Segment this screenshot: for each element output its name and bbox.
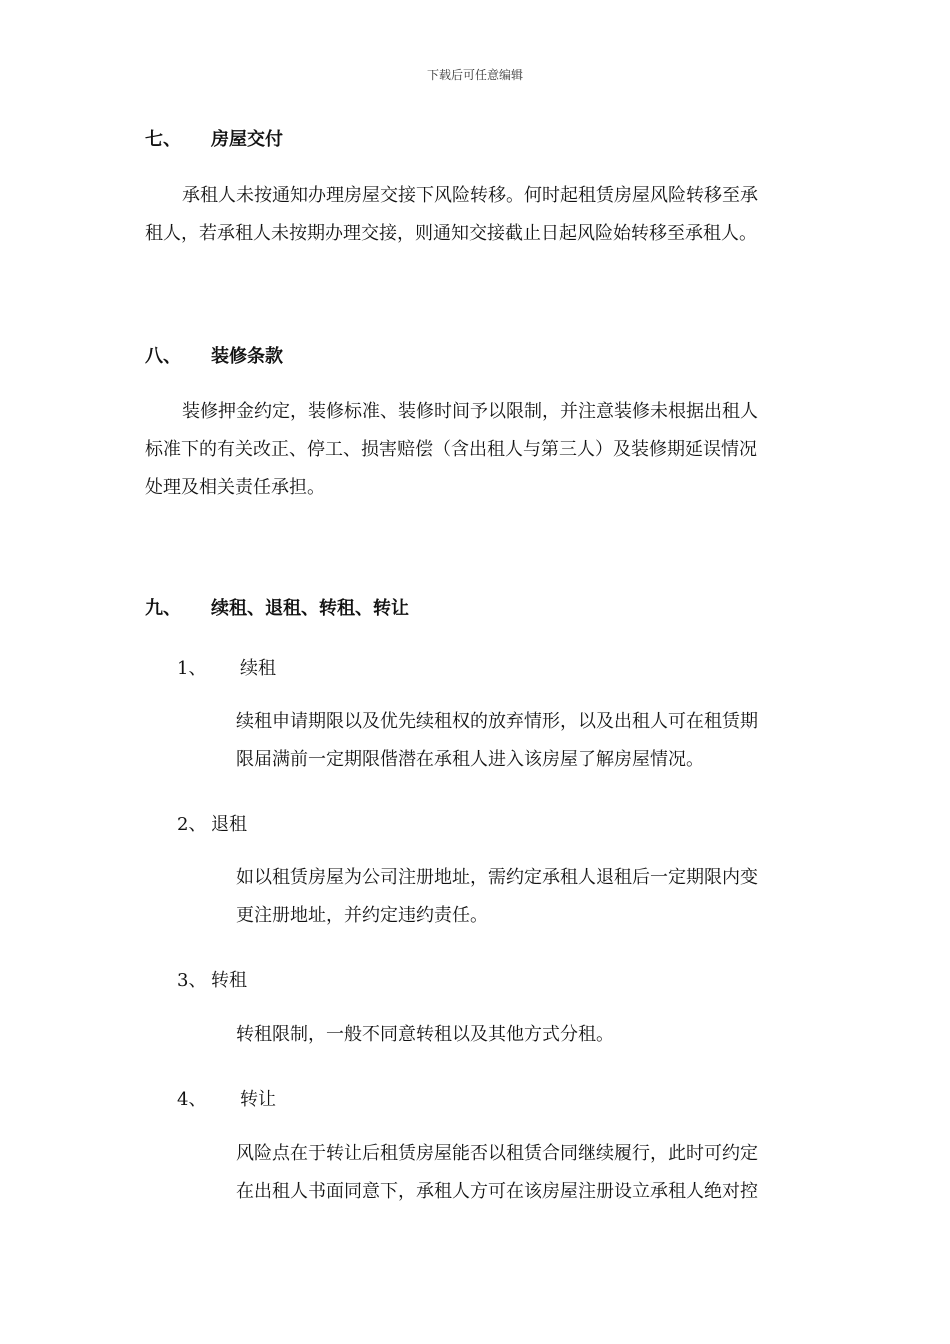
subsection-title: 退租 <box>211 814 247 835</box>
paragraph-line: 如以租赁房屋为公司注册地址，需约定承租人退租后一定期限内变 <box>236 867 758 888</box>
subsection-paragraph <box>236 703 758 779</box>
subsection-heading <box>177 966 247 992</box>
subsection-number: 1、 <box>177 658 207 679</box>
paragraph-line: 风险点在于转让后租赁房屋能否以租赁合同继续履行，此时可约定 <box>236 1143 758 1164</box>
subsection-heading <box>177 810 247 836</box>
section-number: 七、 <box>145 129 181 150</box>
section-number: 九、 <box>145 598 181 619</box>
paragraph-line: 承租人未按通知办理房屋交接下风险转移。何时起租赁房屋风险转移至承 <box>182 185 758 206</box>
subsection-heading <box>177 654 276 680</box>
paragraph-line: 在出租人书面同意下，承租人方可在该房屋注册设立承租人绝对控 <box>236 1181 758 1202</box>
paragraph-line: 处理及相关责任承担。 <box>145 477 325 498</box>
subsection-number: 2、 <box>177 814 207 835</box>
subsection-number: 4、 <box>177 1089 207 1110</box>
subsection-title: 续租 <box>240 658 276 679</box>
subsection-paragraph <box>236 1135 758 1211</box>
subsection-paragraph <box>236 1016 614 1054</box>
section-heading <box>145 594 409 620</box>
section-paragraph <box>145 393 758 507</box>
paragraph-line: 标准下的有关改正、停工、损害赔偿（含出租人与第三人）及装修期延误情况 <box>145 439 757 460</box>
section-title: 装修条款 <box>211 346 283 367</box>
subsection-paragraph <box>236 859 758 935</box>
section-number: 八、 <box>145 346 181 367</box>
paragraph-line: 装修押金约定，装修标准、装修时间予以限制，并注意装修未根据出租人 <box>182 401 758 422</box>
paragraph-line: 租人，若承租人未按期办理交接，则通知交接截止日起风险始转移至承租人。 <box>145 223 757 244</box>
section-heading <box>145 342 283 368</box>
paragraph-line: 限届满前一定期限偕潜在承租人进入该房屋了解房屋情况。 <box>236 749 704 770</box>
subsection-number: 3、 <box>177 970 207 991</box>
subsection-title: 转让 <box>240 1089 276 1110</box>
page-header: 下载后可任意编辑 <box>426 68 523 82</box>
paragraph-line: 转租限制，一般不同意转租以及其他方式分租。 <box>236 1024 614 1045</box>
section-heading <box>145 125 283 151</box>
section-title: 房屋交付 <box>211 129 283 150</box>
paragraph-line: 更注册地址，并约定违约责任。 <box>236 905 488 926</box>
section-paragraph <box>145 177 758 253</box>
subsection-heading <box>177 1085 276 1111</box>
subsection-title: 转租 <box>211 970 247 991</box>
section-title: 续租、退租、转租、转让 <box>211 598 409 619</box>
paragraph-line: 续租申请期限以及优先续租权的放弃情形，以及出租人可在租赁期 <box>236 711 758 732</box>
